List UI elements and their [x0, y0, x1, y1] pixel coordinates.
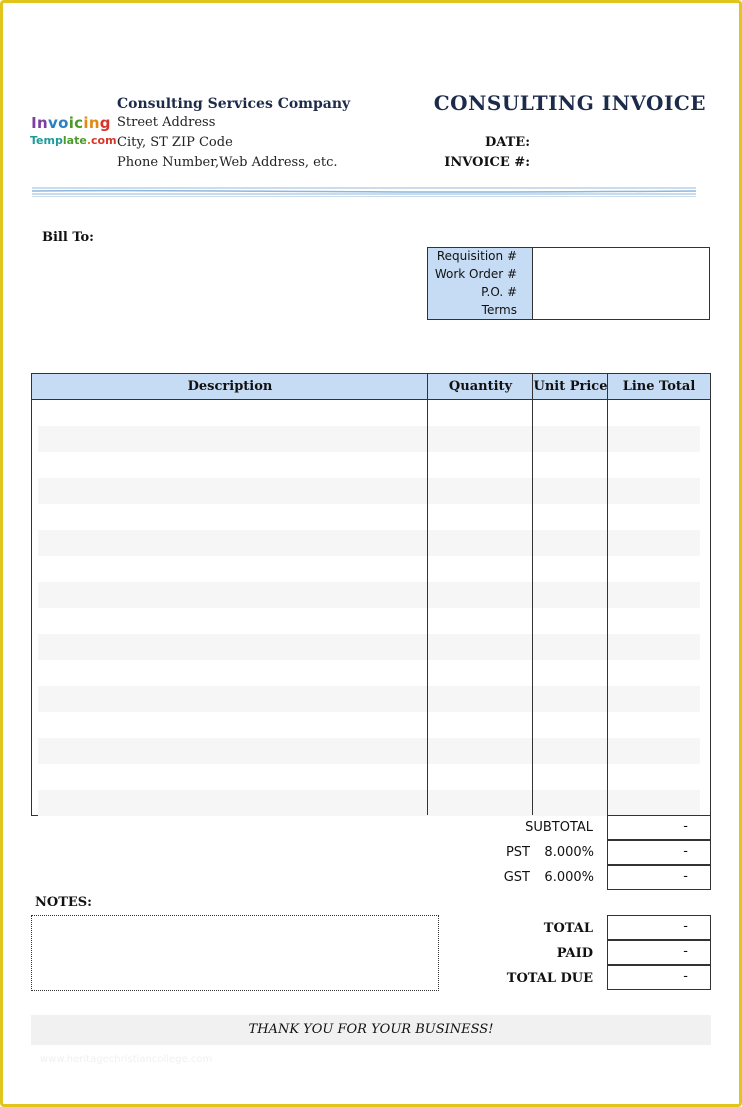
- order-info-box: [427, 247, 710, 320]
- total-box: [607, 915, 711, 940]
- company-city: City, ST ZIP Code: [117, 135, 233, 150]
- invoice-number-label: INVOICE #:: [444, 155, 530, 170]
- notes-label: NOTES:: [35, 895, 92, 910]
- table-row: [38, 790, 700, 816]
- line-items-table: [31, 373, 711, 816]
- column-divider: [607, 374, 608, 815]
- table-row: [38, 686, 700, 712]
- logo-line-1: Invoicing: [31, 114, 111, 132]
- thank-you-banner: THANK YOU FOR YOUR BUSINESS!: [31, 1015, 711, 1045]
- company-contact: Phone Number,Web Address, etc.: [117, 155, 338, 170]
- column-divider: [427, 374, 428, 815]
- column-divider: [532, 374, 533, 815]
- gst-box: [607, 865, 711, 890]
- work-order-label: Work Order #: [434, 267, 517, 281]
- total-label: TOTAL: [543, 921, 593, 936]
- notes-box[interactable]: [31, 915, 439, 991]
- company-name: Consulting Services Company: [117, 96, 351, 112]
- watermark-text: www.heritagechristiancollege.com: [40, 1054, 213, 1065]
- date-label: DATE:: [484, 135, 530, 150]
- paid-value: -: [683, 944, 688, 959]
- bill-to-label: Bill To:: [42, 230, 94, 245]
- logo-line-2: Template.com: [30, 134, 117, 147]
- total-due-box: [607, 965, 711, 990]
- total-value: -: [683, 919, 688, 934]
- header-unit-price: Unit Price: [533, 379, 608, 394]
- table-row: [38, 530, 700, 556]
- header-quantity: Quantity: [448, 379, 513, 394]
- subtotal-label: SUBTOTAL: [525, 820, 593, 835]
- gst-value: -: [683, 869, 688, 884]
- company-street: Street Address: [117, 115, 216, 130]
- gst-rate: 6.000%: [544, 870, 594, 885]
- table-row: [38, 634, 700, 660]
- header-description: Description: [187, 379, 273, 394]
- subtotal-value: -: [683, 819, 688, 834]
- table-header: [32, 374, 710, 400]
- header-line-total: Line Total: [622, 379, 696, 394]
- paid-box: [607, 940, 711, 965]
- terms-label: Terms: [481, 303, 517, 317]
- total-due-label: TOTAL DUE: [506, 971, 593, 986]
- invoicing-template-logo: [30, 113, 117, 149]
- table-row: [38, 582, 700, 608]
- table-row: [38, 738, 700, 764]
- subtotal-box: [607, 815, 711, 840]
- gst-label: GST: [503, 870, 530, 885]
- requisition-label: Requisition #: [436, 249, 517, 263]
- paid-label: PAID: [556, 946, 593, 961]
- pst-label: PST: [505, 845, 530, 860]
- header-separator: [32, 186, 696, 198]
- invoice-title: CONSULTING INVOICE: [433, 91, 706, 115]
- table-row: [38, 478, 700, 504]
- po-label: P.O. #: [481, 285, 517, 299]
- table-row: [38, 426, 700, 452]
- pst-value: -: [683, 844, 688, 859]
- pst-rate: 8.000%: [544, 845, 594, 860]
- total-due-value: -: [683, 969, 688, 984]
- pst-box: [607, 840, 711, 865]
